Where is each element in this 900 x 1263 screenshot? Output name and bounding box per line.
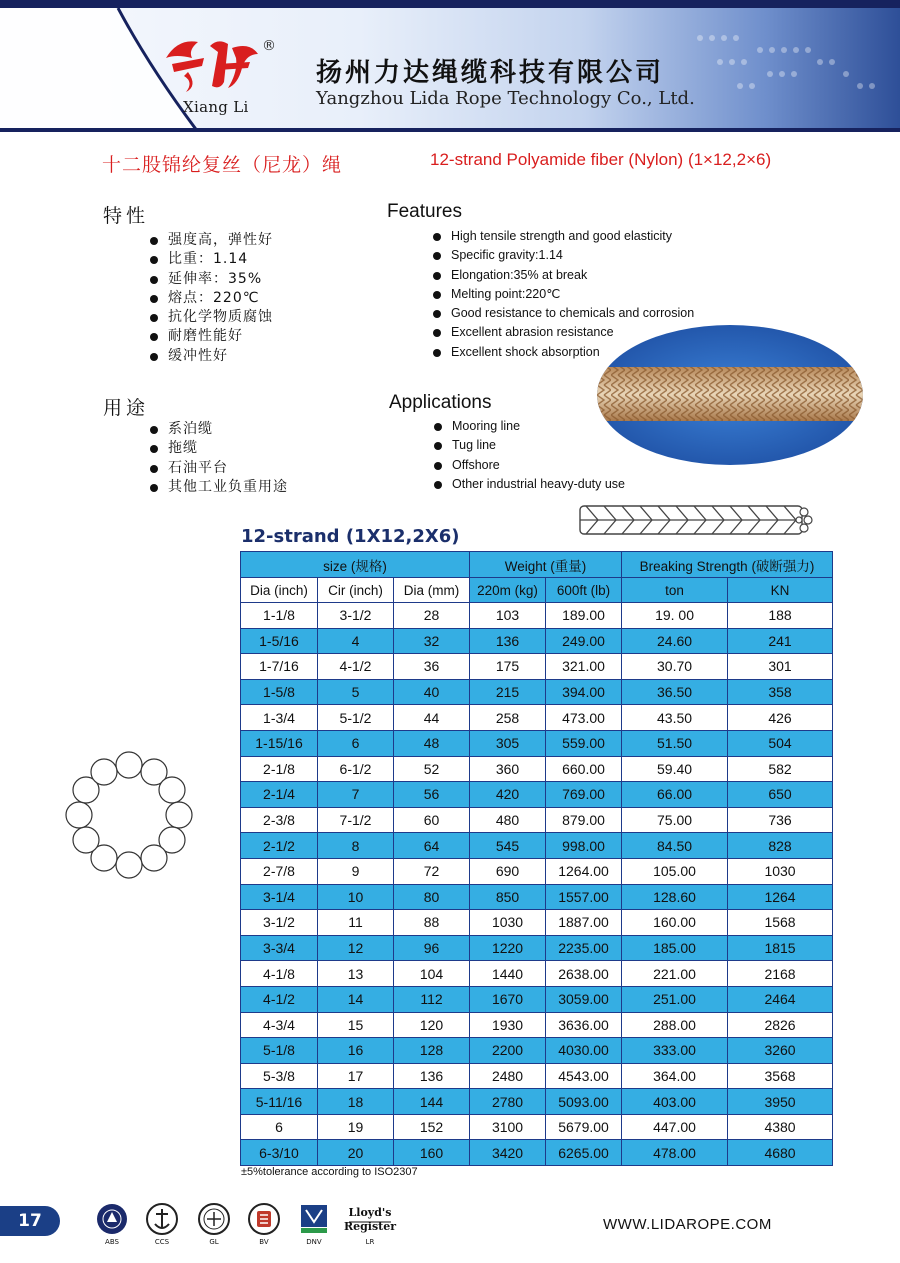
registered-mark: ® (262, 38, 276, 54)
table-cell: 828 (728, 833, 833, 859)
table-cell: 13 (318, 961, 394, 987)
table-cell: 64 (394, 833, 470, 859)
table-cell: 1-5/16 (241, 628, 318, 654)
applications-list-en (434, 417, 625, 494)
table-cell: 660.00 (546, 756, 622, 782)
table-cell: 2-7/8 (241, 858, 318, 884)
bv-badge-icon (247, 1202, 281, 1236)
table-row (241, 756, 833, 782)
applications-list-cn (150, 420, 288, 497)
table-cell: 112 (394, 986, 470, 1012)
column-header: Cir (inch) (318, 578, 394, 603)
company-name-cn: 扬州力达绳缆科技有限公司 (316, 58, 665, 88)
table-cell: 6-3/10 (241, 1140, 318, 1166)
product-title-cn: 十二股锦纶复丝（尼龙）绳 (102, 154, 343, 176)
rope-photo-icon (597, 325, 863, 465)
table-cell: 4680 (728, 1140, 833, 1166)
table-cell: 1557.00 (546, 884, 622, 910)
table-cell: 18 (318, 1089, 394, 1115)
table-cell: 136 (470, 628, 546, 654)
table-cell: 12 (318, 935, 394, 961)
lr-mark-text: Lloyd's Register (343, 1206, 397, 1233)
table-cell: 1887.00 (546, 910, 622, 936)
table-cell: 1670 (470, 986, 546, 1012)
table-cell: 160.00 (622, 910, 728, 936)
bv-badge (244, 1202, 284, 1246)
table-cell: 8 (318, 833, 394, 859)
gl-badge (194, 1202, 234, 1246)
logo-name: Xiang Li (183, 98, 249, 116)
table-cell: 72 (394, 858, 470, 884)
table-row (241, 730, 833, 756)
table-cell: 103 (470, 603, 546, 629)
table-cell: 221.00 (622, 961, 728, 987)
table-cell: 403.00 (622, 1089, 728, 1115)
table-cell: 2-3/8 (241, 807, 318, 833)
table-cell: 582 (728, 756, 833, 782)
table-cell: 241 (728, 628, 833, 654)
table-cell: 28 (394, 603, 470, 629)
list-item: 其他工业负重用途 (150, 478, 288, 497)
table-cell: 2-1/8 (241, 756, 318, 782)
website-url: WWW.LIDAROPE.COM (603, 1216, 772, 1233)
table-cell: 394.00 (546, 679, 622, 705)
table-cell: 44 (394, 705, 470, 731)
list-item: Tug line (434, 436, 625, 455)
spec-table (240, 551, 833, 1166)
table-cell: 420 (470, 782, 546, 808)
table-cell: 1-1/8 (241, 603, 318, 629)
lr-badge-icon (343, 1202, 397, 1236)
table-cell: 251.00 (622, 986, 728, 1012)
table-cell: 504 (728, 730, 833, 756)
list-item: 石油平台 (150, 459, 288, 478)
table-row (241, 858, 833, 884)
column-header: KN (728, 578, 833, 603)
list-item: Excellent shock absorption (433, 343, 694, 362)
table-row (241, 679, 833, 705)
table-cell: 288.00 (622, 1012, 728, 1038)
table-cell: 3636.00 (546, 1012, 622, 1038)
list-item: 缓冲性好 (150, 347, 273, 366)
list-item: High tensile strength and good elasticity (433, 227, 694, 246)
table-cell: 96 (394, 935, 470, 961)
table-cell: 2464 (728, 986, 833, 1012)
table-cell: 1815 (728, 935, 833, 961)
product-title-en: 12-strand Polyamide fiber (Nylon) (1×12,2×6) (430, 150, 772, 169)
table-cell: 478.00 (622, 1140, 728, 1166)
table-cell: 7-1/2 (318, 807, 394, 833)
table-cell: 9 (318, 858, 394, 884)
table-cell: 545 (470, 833, 546, 859)
list-item: 拖缆 (150, 439, 288, 458)
table-cell: 6 (318, 730, 394, 756)
table-cell: 185.00 (622, 935, 728, 961)
table-cell: 30.70 (622, 654, 728, 680)
table-cell: 2638.00 (546, 961, 622, 987)
strand-cross-section-icon (62, 748, 196, 882)
table-cell: 358 (728, 679, 833, 705)
table-cell: 152 (394, 1114, 470, 1140)
table-cell: 447.00 (622, 1114, 728, 1140)
badge-label: LR (365, 1238, 375, 1246)
column-header: Dia (inch) (241, 578, 318, 603)
table-cell: 36 (394, 654, 470, 680)
table-cell: 2168 (728, 961, 833, 987)
header-top-bar (0, 0, 900, 8)
certification-badges (92, 1202, 412, 1252)
table-cell: 4030.00 (546, 1038, 622, 1064)
table-cell: 215 (470, 679, 546, 705)
dnv-badge-icon (297, 1202, 331, 1236)
table-cell: 559.00 (546, 730, 622, 756)
list-item: 强度高，弹性好 (150, 231, 273, 250)
table-cell: 879.00 (546, 807, 622, 833)
company-name-en: Yangzhou Lida Rope Technology Co., Ltd. (316, 88, 695, 109)
table-cell: 5-11/16 (241, 1089, 318, 1115)
table-cell: 1568 (728, 910, 833, 936)
features-heading-en: Features (387, 201, 462, 222)
table-cell: 5679.00 (546, 1114, 622, 1140)
abs-badge-icon (95, 1202, 129, 1236)
table-cell: 4-1/2 (318, 654, 394, 680)
table-cell: 258 (470, 705, 546, 731)
table-row (241, 705, 833, 731)
table-row (241, 910, 833, 936)
table-cell: 80 (394, 884, 470, 910)
table-cell: 16 (318, 1038, 394, 1064)
table-cell: 364.00 (622, 1063, 728, 1089)
table-cell: 2-1/4 (241, 782, 318, 808)
table-cell: 333.00 (622, 1038, 728, 1064)
table-cell: 3-1/2 (241, 910, 318, 936)
list-item: 比重：1.14 (150, 250, 273, 269)
list-item: 熔点：220℃ (150, 289, 273, 308)
table-cell: 3420 (470, 1140, 546, 1166)
table-cell: 66.00 (622, 782, 728, 808)
table-cell: 301 (728, 654, 833, 680)
table-title: 12-strand (1X12,2X6) (241, 526, 460, 547)
table-cell: 1220 (470, 935, 546, 961)
table-cell: 75.00 (622, 807, 728, 833)
braided-rope-icon (578, 500, 814, 540)
table-cell: 1264.00 (546, 858, 622, 884)
table-cell: 17 (318, 1063, 394, 1089)
applications-heading-en: Applications (389, 392, 492, 413)
table-cell: 4380 (728, 1114, 833, 1140)
table-cell: 2-1/2 (241, 833, 318, 859)
header-bottom-line (0, 128, 900, 132)
tolerance-note: ±5%tolerance according to ISO2307 (241, 1166, 418, 1178)
list-item: Mooring line (434, 417, 625, 436)
list-item: 延伸率：35% (150, 270, 273, 289)
badge-label: CCS (154, 1238, 170, 1246)
table-cell: 19. 00 (622, 603, 728, 629)
table-cell: 3-1/2 (318, 603, 394, 629)
table-cell: 5093.00 (546, 1089, 622, 1115)
table-cell: 2480 (470, 1063, 546, 1089)
table-cell: 36.50 (622, 679, 728, 705)
table-cell: 136 (394, 1063, 470, 1089)
group-header-size: size (规格) (241, 552, 470, 578)
applications-heading-cn: 用途 (103, 397, 150, 419)
table-cell: 4-3/4 (241, 1012, 318, 1038)
gl-badge-icon (197, 1202, 231, 1236)
table-row (241, 884, 833, 910)
table-cell: 360 (470, 756, 546, 782)
features-list-cn (150, 231, 273, 366)
group-header-weight: Weight (重量) (470, 552, 622, 578)
table-cell: 52 (394, 756, 470, 782)
table-cell: 3-1/4 (241, 884, 318, 910)
list-item: Good resistance to chemicals and corrosion (433, 304, 694, 323)
table-cell: 690 (470, 858, 546, 884)
list-item: 系泊缆 (150, 420, 288, 439)
column-header: Dia (mm) (394, 578, 470, 603)
table-cell: 1-3/4 (241, 705, 318, 731)
table-row (241, 986, 833, 1012)
table-cell: 19 (318, 1114, 394, 1140)
table-row (241, 654, 833, 680)
badge-label: GL (209, 1238, 219, 1246)
table-cell: 305 (470, 730, 546, 756)
table-cell: 128 (394, 1038, 470, 1064)
table-row (241, 833, 833, 859)
table-cell: 2235.00 (546, 935, 622, 961)
table-cell: 3100 (470, 1114, 546, 1140)
table-cell: 14 (318, 986, 394, 1012)
table-cell: 426 (728, 705, 833, 731)
table-body (241, 603, 833, 1166)
table-row (241, 1114, 833, 1140)
table-cell: 120 (394, 1012, 470, 1038)
table-cell: 1030 (728, 858, 833, 884)
table-cell: 10 (318, 884, 394, 910)
table-cell: 59.40 (622, 756, 728, 782)
table-cell: 2200 (470, 1038, 546, 1064)
table-cell: 32 (394, 628, 470, 654)
table-cell: 3-3/4 (241, 935, 318, 961)
table-cell: 736 (728, 807, 833, 833)
list-item: Offshore (434, 456, 625, 475)
table-row (241, 1089, 833, 1115)
table-cell: 6265.00 (546, 1140, 622, 1166)
table-cell: 4-1/2 (241, 986, 318, 1012)
table-cell: 6 (241, 1114, 318, 1140)
company-logo-icon (158, 28, 268, 98)
lr-badge (342, 1202, 398, 1246)
table-cell: 24.60 (622, 628, 728, 654)
table-row (241, 603, 833, 629)
table-cell: 321.00 (546, 654, 622, 680)
table-cell: 188 (728, 603, 833, 629)
table-cell: 48 (394, 730, 470, 756)
table-column-header-row (241, 578, 833, 603)
table-row (241, 807, 833, 833)
table-cell: 128.60 (622, 884, 728, 910)
table-cell: 4-1/8 (241, 961, 318, 987)
table-row (241, 1140, 833, 1166)
list-item: Other industrial heavy-duty use (434, 475, 625, 494)
table-row (241, 961, 833, 987)
dnv-badge (294, 1202, 334, 1246)
badge-label: DNV (306, 1238, 322, 1246)
table-cell: 3950 (728, 1089, 833, 1115)
list-item: Excellent abrasion resistance (433, 323, 694, 342)
list-item: Elongation:35% at break (433, 266, 694, 285)
features-heading-cn: 特性 (103, 205, 150, 227)
table-row (241, 628, 833, 654)
table-cell: 104 (394, 961, 470, 987)
list-item: 耐磨性能好 (150, 327, 273, 346)
table-cell: 4 (318, 628, 394, 654)
table-cell: 3059.00 (546, 986, 622, 1012)
table-cell: 40 (394, 679, 470, 705)
table-row (241, 935, 833, 961)
table-cell: 51.50 (622, 730, 728, 756)
table-cell: 60 (394, 807, 470, 833)
table-row (241, 1063, 833, 1089)
table-cell: 20 (318, 1140, 394, 1166)
table-cell: 480 (470, 807, 546, 833)
table-cell: 43.50 (622, 705, 728, 731)
list-item: Melting point:220℃ (433, 285, 694, 304)
table-cell: 5-1/2 (318, 705, 394, 731)
badge-label: BV (259, 1238, 269, 1246)
table-cell: 5-3/8 (241, 1063, 318, 1089)
table-cell: 144 (394, 1089, 470, 1115)
table-cell: 998.00 (546, 833, 622, 859)
table-cell: 650 (728, 782, 833, 808)
table-cell: 1030 (470, 910, 546, 936)
table-cell: 5-1/8 (241, 1038, 318, 1064)
table-cell: 15 (318, 1012, 394, 1038)
ccs-badge (142, 1202, 182, 1246)
ccs-badge-icon (145, 1202, 179, 1236)
column-header: 600ft (lb) (546, 578, 622, 603)
table-cell: 1264 (728, 884, 833, 910)
table-cell: 189.00 (546, 603, 622, 629)
abs-badge (92, 1202, 132, 1246)
table-cell: 1930 (470, 1012, 546, 1038)
table-cell: 769.00 (546, 782, 622, 808)
table-cell: 4543.00 (546, 1063, 622, 1089)
table-cell: 160 (394, 1140, 470, 1166)
table-cell: 7 (318, 782, 394, 808)
table-cell: 11 (318, 910, 394, 936)
group-header-breaking-strength: Breaking Strength (破断强力) (622, 552, 833, 578)
page-number: 17 (0, 1206, 60, 1236)
table-cell: 56 (394, 782, 470, 808)
table-cell: 6-1/2 (318, 756, 394, 782)
table-row (241, 1038, 833, 1064)
table-cell: 1440 (470, 961, 546, 987)
table-row (241, 1012, 833, 1038)
table-cell: 3568 (728, 1063, 833, 1089)
table-cell: 5 (318, 679, 394, 705)
table-cell: 2826 (728, 1012, 833, 1038)
column-header: ton (622, 578, 728, 603)
table-cell: 105.00 (622, 858, 728, 884)
table-cell: 84.50 (622, 833, 728, 859)
table-cell: 2780 (470, 1089, 546, 1115)
table-group-header-row (241, 552, 833, 578)
table-cell: 1-7/16 (241, 654, 318, 680)
column-header: 220m (kg) (470, 578, 546, 603)
badge-label: ABS (105, 1238, 119, 1246)
list-item: Specific gravity:1.14 (433, 246, 694, 265)
table-cell: 850 (470, 884, 546, 910)
table-cell: 175 (470, 654, 546, 680)
table-cell: 3260 (728, 1038, 833, 1064)
table-cell: 1-5/8 (241, 679, 318, 705)
table-row (241, 782, 833, 808)
list-item: 抗化学物质腐蚀 (150, 308, 273, 327)
table-cell: 473.00 (546, 705, 622, 731)
table-cell: 88 (394, 910, 470, 936)
table-cell: 1-15/16 (241, 730, 318, 756)
table-cell: 249.00 (546, 628, 622, 654)
